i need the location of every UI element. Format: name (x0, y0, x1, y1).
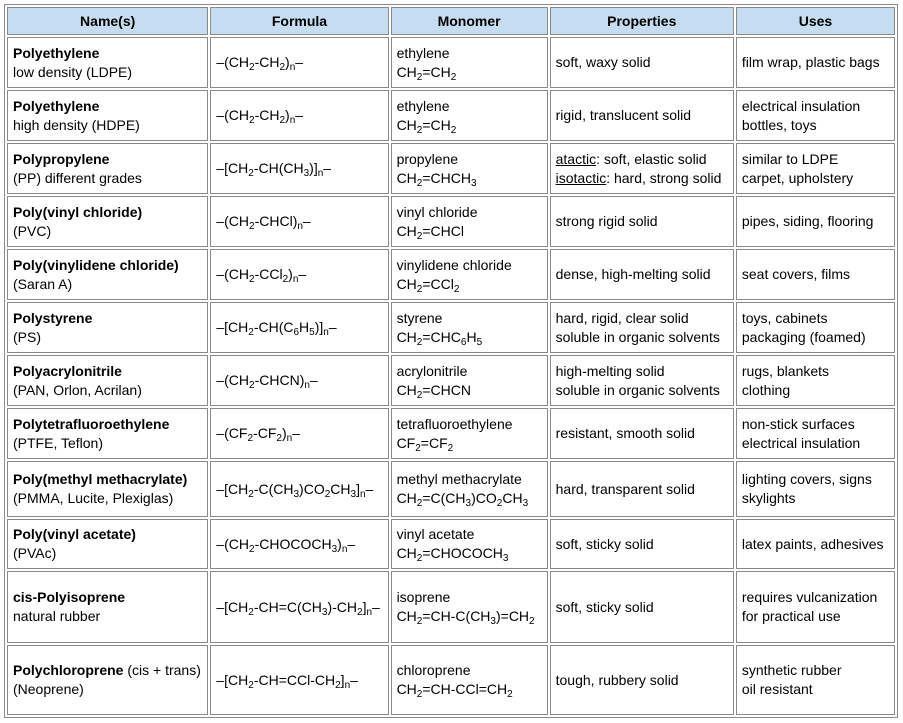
use-line: lighting covers, signs (741, 471, 872, 487)
use-line: rugs, blankets (741, 362, 830, 379)
monomer-cell (391, 143, 548, 194)
polymer-name: Polyethylene (13, 97, 100, 114)
monomer-name: acrylonitrile (396, 362, 468, 379)
polymer-alt-name: (PVC) (13, 222, 52, 239)
polymer-formula: $-[CH_2-C(CH_3)CO_2CH_3]_n-$ (216, 480, 374, 500)
uses-cell (736, 645, 895, 715)
property-line: soluble in organic solvents (555, 381, 720, 398)
table-row (7, 37, 895, 88)
uses-cell (736, 302, 895, 353)
monomer-formula: $CH_2=CH_2$ (396, 116, 457, 136)
properties-cell (550, 355, 734, 406)
polymer-formula: $-[CH_2-CH=C(CH_3)-CH_2]_n-$ (216, 598, 380, 618)
property-line: high-melting solid (555, 362, 665, 379)
polymer-name: Poly(vinyl chloride) (13, 203, 143, 220)
uses-cell (736, 143, 895, 194)
property-line: hard, transparent solid (555, 480, 695, 497)
properties-cell (550, 645, 734, 715)
polymer-formula: $-(CF_2-CF_2)_n-$ (216, 425, 300, 444)
monomer-formula: $CH_2=CHCH_3$ (396, 169, 477, 189)
property-line: dense, high-melting solid (555, 266, 711, 282)
monomer-name: vinyl chloride (396, 203, 478, 220)
polymer-formula: $-(CH_2-CHOCOCH_3)_n-$ (216, 535, 356, 555)
polymer-formula: $-[CH_2-CH=CCl-CH_2]_n-$ (216, 671, 358, 691)
property-line: : hard, strong solid (606, 169, 722, 186)
table-row (7, 143, 895, 194)
polymer-alt-name: (Saran A) (13, 275, 73, 292)
properties-cell (550, 37, 734, 88)
name-cell (7, 571, 208, 643)
monomer-cell (391, 461, 548, 517)
monomer-formula: $CH_2=CHCl$ (396, 222, 464, 242)
name-cell (7, 645, 208, 715)
polymer-alt-name: (PAN, Orlon, Acrilan) (13, 381, 142, 398)
polymer-alt-name: (PP) different grades (13, 169, 142, 186)
header-names: Name(s) (7, 7, 208, 35)
monomer-name: tetrafluoroethylene (396, 415, 513, 432)
monomer-cell (391, 519, 548, 569)
monomer-name: vinyl acetate (396, 526, 475, 542)
monomer-formula: $CH_2=CH-C(CH_3)=CH_2$ (396, 608, 535, 627)
use-line: oil resistant (741, 681, 813, 697)
header-uses: Uses (736, 7, 895, 35)
use-line: electrical insulation (741, 97, 861, 114)
formula-cell (210, 302, 388, 353)
name-cell (7, 302, 208, 353)
formula-cell (210, 196, 388, 247)
monomer-cell (391, 355, 548, 406)
formula-cell (210, 90, 388, 141)
monomer-cell (391, 571, 548, 643)
table-row (7, 461, 895, 517)
name-cell (7, 196, 208, 247)
monomer-cell (391, 645, 548, 715)
property-line: soft, sticky solid (555, 535, 654, 552)
monomer-cell (391, 408, 548, 459)
polymer-name: Polytetrafluoroethylene (13, 415, 170, 432)
use-line: bottles, toys (741, 116, 817, 133)
use-line: packaging (foamed) (741, 328, 866, 345)
uses-cell (736, 90, 895, 141)
use-line: toys, cabinets (741, 309, 828, 326)
polymer-alt-name: (PTFE, Teflon) (13, 434, 103, 451)
uses-cell (736, 196, 895, 247)
polymer-formula: $-[CH_2-CH(C_6H_5)]_n-$ (216, 319, 337, 338)
name-cell (7, 143, 208, 194)
monomer-formula: $CH_2=C(CH_3)CO_2CH_3$ (396, 490, 529, 509)
table-row (7, 355, 895, 406)
table-row (7, 519, 895, 569)
property-line: soft, sticky solid (555, 598, 654, 615)
uses-cell (736, 571, 895, 643)
use-line: for practical use (741, 608, 841, 624)
monomer-name: vinylidene chloride (396, 256, 512, 273)
property-line: soluble in organic solvents (555, 328, 720, 345)
formula-cell (210, 408, 388, 459)
use-line: film wrap, plastic bags (741, 54, 880, 70)
polymer-alt-name: (PVAc) (13, 545, 57, 561)
formula-cell (210, 645, 388, 715)
properties-cell (550, 571, 734, 643)
monomer-name: ethylene (396, 44, 450, 61)
polymer-name: Poly(vinylidene chloride) (13, 256, 179, 273)
uses-cell (736, 249, 895, 300)
polymer-alt-name: (PS) (13, 328, 41, 345)
property-line: soft, waxy solid (555, 54, 651, 70)
polymer-name: cis-Polyisoprene (13, 589, 126, 605)
table-row (7, 645, 895, 715)
formula-cell (210, 519, 388, 569)
monomer-cell (391, 37, 548, 88)
properties-cell (550, 90, 734, 141)
polymer-formula: $-[CH_2-CH(CH_3)]_n-$ (216, 160, 332, 179)
monomer-cell (391, 302, 548, 353)
monomer-formula: $CH_2=CHCN$ (396, 381, 471, 401)
property-line: strong rigid solid (555, 213, 658, 229)
polymer-formula: $-(CH_2-CHCN)_n-$ (216, 372, 318, 391)
polymer-alt-name: (Neoprene) (13, 681, 84, 697)
header-monomer: Monomer (391, 7, 548, 35)
monomer-cell (391, 249, 548, 300)
polymer-table (4, 4, 898, 718)
property-term: isotactic (555, 169, 607, 186)
polymer-name: Poly(vinyl acetate) (13, 526, 136, 542)
use-line: electrical insulation (741, 434, 861, 451)
monomer-name: isoprene (396, 589, 451, 605)
polymer-formula: $-(CH_2-CH_2)_n-$ (216, 107, 304, 126)
properties-cell (550, 408, 734, 459)
monomer-name: ethylene (396, 97, 450, 114)
polymer-formula: $-(CH_2-CH_2)_n-$ (216, 54, 304, 73)
polymer-alt-name: natural rubber (13, 608, 101, 624)
use-line: latex paints, adhesives (741, 535, 884, 552)
property-line: resistant, smooth solid (555, 425, 695, 441)
name-cell (7, 249, 208, 300)
properties-cell (550, 249, 734, 300)
polymer-alt-name: (PMMA, Lucite, Plexiglas) (13, 490, 174, 506)
monomer-name: styrene (396, 309, 443, 326)
monomer-cell (391, 196, 548, 247)
properties-cell (550, 519, 734, 569)
uses-cell (736, 37, 895, 88)
header-formula: Formula (210, 7, 388, 35)
table-body (7, 37, 895, 715)
uses-cell (736, 355, 895, 406)
polymer-name-suffix: (cis + trans) (123, 662, 201, 678)
name-cell (7, 461, 208, 517)
use-line: seat covers, films (741, 266, 851, 282)
table-row (7, 90, 895, 141)
use-line: non-stick surfaces (741, 415, 855, 432)
property-line: tough, rubbery solid (555, 671, 679, 688)
properties-cell (550, 302, 734, 353)
uses-cell (736, 461, 895, 517)
formula-cell (210, 249, 388, 300)
monomer-formula: $CH_2=CH_2$ (396, 63, 457, 83)
monomer-name: chloroprene (396, 662, 471, 678)
polymer-name: Polyacrylonitrile (13, 362, 122, 379)
property-line: hard, rigid, clear solid (555, 309, 689, 326)
table-row (7, 196, 895, 247)
table-row (7, 302, 895, 353)
use-line: requires vulcanization (741, 589, 878, 605)
polymer-alt-name: low density (LDPE) (13, 63, 133, 80)
polymer-name: Polystyrene (13, 309, 93, 326)
monomer-formula: $CH_2=CHOCOCH_3$ (396, 545, 509, 564)
use-line: pipes, siding, flooring (741, 213, 874, 229)
monomer-formula: $CH_2=CH-CCl=CH_2$ (396, 681, 513, 700)
table-row (7, 408, 895, 459)
monomer-name: propylene (396, 150, 459, 167)
polymer-formula: $-(CH_2-CHCl)_n-$ (216, 213, 311, 232)
formula-cell (210, 571, 388, 643)
polymer-name: Poly(methyl methacrylate) (13, 471, 188, 487)
header-properties: Properties (550, 7, 734, 35)
uses-cell (736, 408, 895, 459)
formula-cell (210, 37, 388, 88)
polymer-name: Polyethylene (13, 44, 100, 61)
name-cell (7, 37, 208, 88)
use-line: carpet, upholstery (741, 169, 854, 186)
formula-cell (210, 355, 388, 406)
monomer-name: methyl methacrylate (396, 471, 522, 487)
table-row (7, 571, 895, 643)
use-line: synthetic rubber (741, 662, 842, 678)
polymer-name: Polychloroprene (13, 662, 124, 678)
formula-cell (210, 461, 388, 517)
monomer-formula: $CH_2=CCl_2$ (396, 275, 460, 295)
property-line: : soft, elastic solid (596, 150, 707, 167)
name-cell (7, 355, 208, 406)
monomer-formula: $CF_2=CF_2$ (396, 434, 454, 454)
name-cell (7, 519, 208, 569)
use-line: similar to LDPE (741, 150, 839, 167)
properties-cell (550, 143, 734, 194)
polymer-formula: $-(CH_2-CCl_2)_n-$ (216, 266, 307, 285)
formula-cell (210, 143, 388, 194)
property-term: atactic (555, 150, 597, 167)
properties-cell (550, 196, 734, 247)
property-line: rigid, translucent solid (555, 107, 692, 123)
name-cell (7, 90, 208, 141)
monomer-cell (391, 90, 548, 141)
polymer-alt-name: high density (HDPE) (13, 116, 140, 133)
use-line: clothing (741, 381, 791, 398)
use-line: skylights (741, 490, 796, 506)
properties-cell (550, 461, 734, 517)
monomer-formula: $CH_2=CHC_6H_5$ (396, 328, 483, 348)
name-cell (7, 408, 208, 459)
uses-cell (736, 519, 895, 569)
table-row (7, 249, 895, 300)
header-row (7, 7, 895, 35)
polymer-name: Polypropylene (13, 150, 110, 167)
